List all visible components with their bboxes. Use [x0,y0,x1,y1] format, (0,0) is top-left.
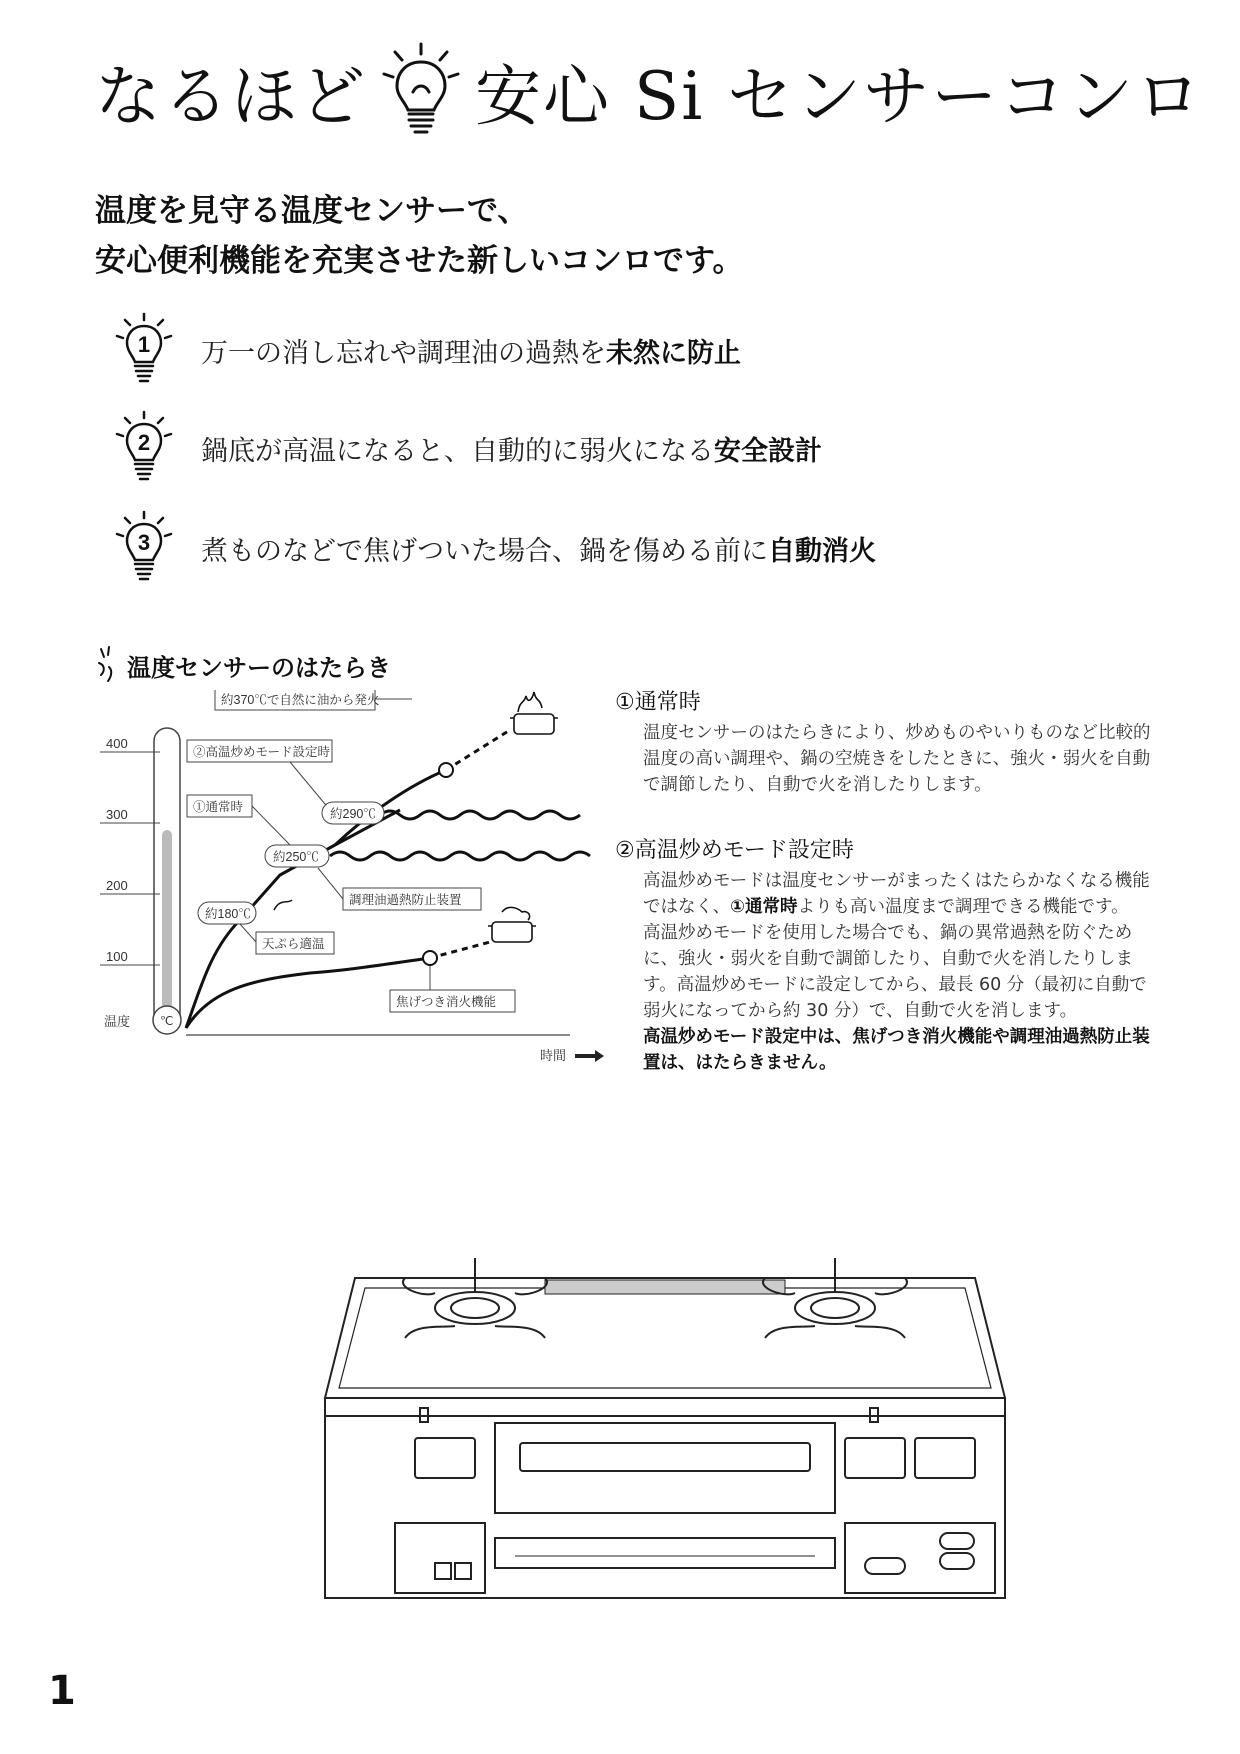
section-title-text: 温度センサーのはたらき [127,653,391,682]
label-t250: 約250℃ [273,850,319,864]
tick-label: 100 [106,949,128,964]
pot-fire-icon [510,692,558,734]
subtitle-line-2: 安心便利機能を充実させた新しいコンロです。 [95,243,744,279]
stove-illustration [305,1238,1025,1618]
high-mode-warning: 高温炒めモード設定中は、焦げつき消火機能や調理油過熱防止装置は、はたらきません。 [643,1027,1150,1073]
arrow-right-icon [575,1050,604,1062]
feature-item-2 [115,408,822,488]
label-overheat: 調理油過熱防止装置 [349,893,462,907]
lightbulb-icon [381,40,461,140]
label-scorch: 焦げつき消火機能 [396,995,497,1009]
title-part1: なるほど [95,57,367,135]
tick-label: 400 [106,736,128,751]
x-axis-label: 時間 [540,1048,567,1063]
normal-mode-section [615,690,1155,798]
feature-number-1: 1 [137,332,151,357]
label-normal: ①通常時 [193,800,244,814]
pot-steam-icon [488,907,536,942]
spark-icon [95,645,117,685]
unit-label: ℃ [160,1014,174,1028]
tempura-icon [274,900,292,910]
feature-item-3 [115,508,876,588]
tick-label: 200 [106,878,128,893]
high-mode-heading: ②高温炒めモード設定時 [615,838,854,863]
high-mode-section [615,838,1155,1076]
temperature-chart [90,690,610,1080]
numbered-bulb-icon [115,510,173,586]
section-title [95,645,391,685]
feature-number-3: 3 [137,530,151,555]
tick-label: 300 [106,807,128,822]
label-ignite: 約370℃で自然に油から発火 [221,693,380,707]
feature-emphasis-2: 安全設計 [714,435,822,467]
subtitle-line-1: 温度を見守る温度センサーで、 [95,193,529,229]
feature-text-3: 煮ものなどで焦げついた場合、鍋を傷める前に [201,535,768,567]
label-t180: 約180℃ [205,907,251,921]
feature-text-2: 鍋底が高温になると、自動的に弱火になる [201,435,714,467]
numbered-bulb-icon [115,410,173,486]
feature-emphasis-3: 自動消火 [768,535,876,567]
subtitle [95,186,744,286]
y-axis-label: 温度 [104,1014,131,1029]
feature-text-1: 万一の消し忘れや調理油の過熱を [201,337,606,369]
label-t290: 約290℃ [330,807,376,821]
numbered-bulb-icon [115,312,173,388]
normal-mode-heading: ①通常時 [615,690,701,715]
high-mode-body-1: 高温炒めモードは温度センサーがまったくはたらかなくなる機能ではなく、①通常時よりも高い温度まで調理できる機能です。 [643,871,1150,917]
title-part2: 安心 Si センサーコンロ [475,57,1204,135]
normal-mode-body: 温度センサーのはたらきにより、炒めものやいりものなど比較的温度の高い調理や、鍋の空焼きをしたときに、強火・弱火を自動で調節したり、自動で火を消したりします。 [643,723,1151,795]
feature-number-2: 2 [137,430,151,455]
label-high-mode: ②高温炒めモード設定時 [193,745,331,759]
page-title [95,40,1203,140]
feature-item-1 [115,310,741,390]
page-number: 1 [48,1668,76,1714]
high-mode-body-2: 高温炒めモードを使用した場合でも、鍋の異常過熱を防ぐために、強火・弱火を自動で調節したり、自動で火を消したりします。高温炒めモードに設定してから、最長 60 分（最初に自動で弱火になってから約 30 分）で、自動で火を消します。 [643,923,1147,1021]
label-tempura: 天ぷら適温 [262,937,325,951]
feature-emphasis-1: 未然に防止 [606,337,741,369]
